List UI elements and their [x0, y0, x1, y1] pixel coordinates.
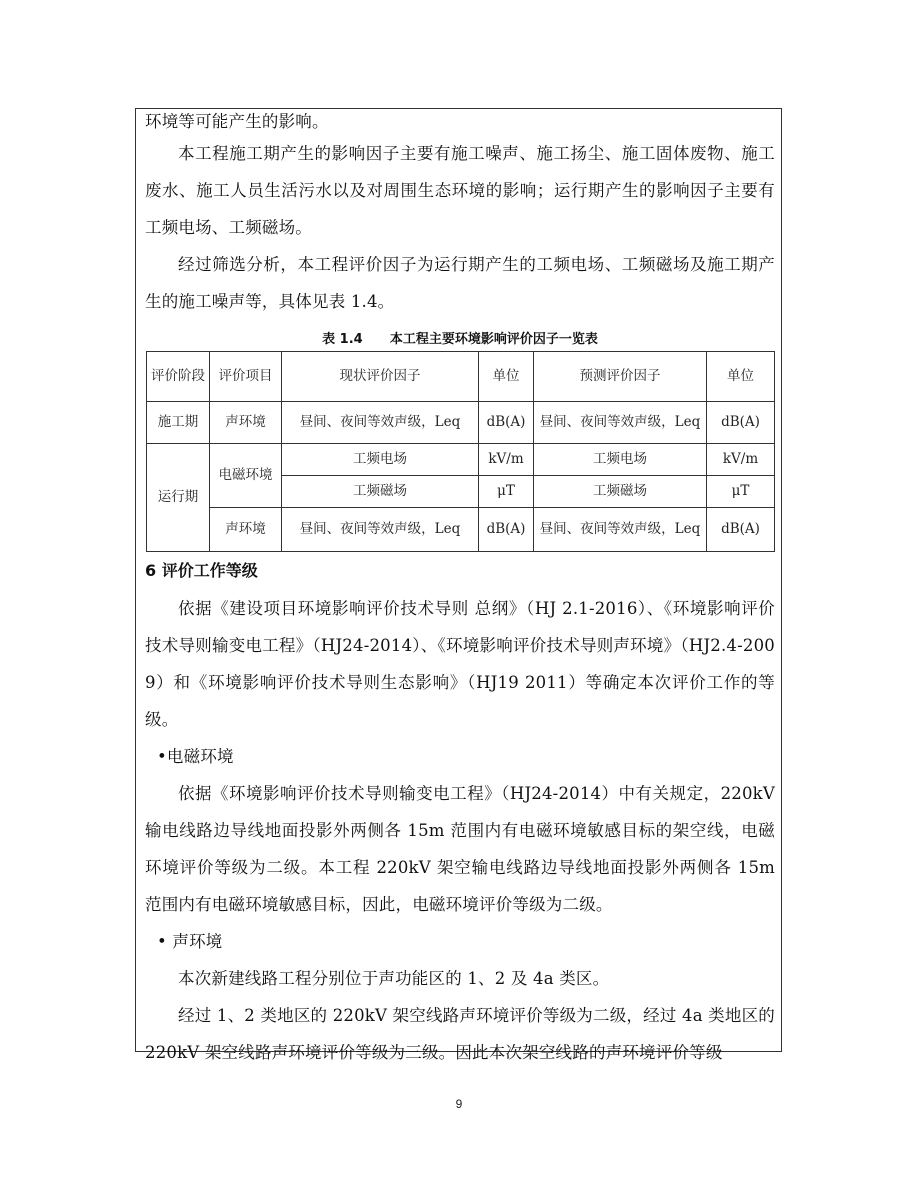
- stage-cell: 施工期: [147, 402, 210, 444]
- unit-cell: dB(A): [479, 508, 534, 552]
- content-body: [145, 109, 775, 1071]
- unit-cell: μT: [707, 476, 775, 508]
- header-unit: 单位: [479, 352, 534, 402]
- paragraph-screening: 经过筛选分析，本工程评价因子为运行期产生的工频电场、工频磁场及施工期产生的施工噪声等，具体见表 1.4。: [145, 255, 775, 311]
- unit-cell: kV/m: [707, 444, 775, 476]
- paragraph-basis: 依据《建设项目环境影响评价技术导则 总纲》（HJ 2.1-2016）、《环境影响评价技术导则输变电工程》（HJ24-2014）、《环境影响评价技术导则声环境》（HJ2.4-2009）和《环境影响评价技术导则生态影响》（HJ19 2011）等确定本次评价工作的等级。: [145, 599, 775, 729]
- current-factor-cell: 昼间、夜间等效声级，Leq: [282, 402, 479, 444]
- paragraph-noise-zones: 本次新建线路工程分别位于声功能区的 1、2 及 4a 类区。: [178, 969, 610, 988]
- header-stage: 评价阶段: [147, 352, 210, 402]
- page-number: 9: [455, 1097, 463, 1111]
- bullet-noise-environment: • 声环境: [157, 932, 223, 951]
- table-header-row: [147, 352, 775, 402]
- unit-cell: dB(A): [479, 402, 534, 444]
- table-caption: 表 1.4 本工程主要环境影响评价因子一览表: [322, 332, 598, 347]
- predicted-factor-cell: 昼间、夜间等效声级，Leq: [534, 508, 707, 552]
- table-row: [147, 508, 775, 552]
- bullet-em-environment: •电磁环境: [157, 747, 234, 766]
- paragraph-em: 依据《环境影响评价技术导则输变电工程》（HJ24-2014）中有关规定，220kV 输电线路边导线地面投影外两侧各 15m 范围内有电磁环境敏感目标的架空线，电磁环境评价等级为二级。本工程 220kV 架空输电线路边导线地面投影外两侧各 15m 范围内有电磁环境敏感目标，因此，电磁环境评价等级为二级。: [145, 784, 775, 914]
- header-predicted-factor: 预测评价因子: [534, 352, 707, 402]
- predicted-factor-cell: 工频电场: [534, 444, 707, 476]
- lead-paragraph: 环境等可能产生的影响。: [145, 112, 329, 131]
- paragraph-noise-levels: 经过 1、2 类地区的 220kV 架空线路声环境评价等级为二级，经过 4a 类地区的 220kV 架空线路声环境评价等级为三级。因此本次架空线路的声环境评价等级: [145, 1006, 775, 1062]
- content-frame: [135, 108, 782, 1062]
- current-factor-cell: 昼间、夜间等效声级，Leq: [282, 508, 479, 552]
- item-cell: 电磁环境: [210, 444, 282, 508]
- item-cell: 声环境: [210, 402, 282, 444]
- unit-cell: dB(A): [707, 508, 775, 552]
- header-item: 评价项目: [210, 352, 282, 402]
- factor-table: [146, 351, 775, 552]
- unit-cell: μT: [479, 476, 534, 508]
- unit-cell: kV/m: [479, 444, 534, 476]
- header-current-factor: 现状评价因子: [282, 352, 479, 402]
- table-row: [147, 444, 775, 476]
- current-factor-cell: 工频电场: [282, 444, 479, 476]
- stage-cell: 运行期: [147, 444, 210, 552]
- predicted-factor-cell: 昼间、夜间等效声级，Leq: [534, 402, 707, 444]
- item-cell: 声环境: [210, 508, 282, 552]
- unit-cell: dB(A): [707, 402, 775, 444]
- current-factor-cell: 工频磁场: [282, 476, 479, 508]
- header-unit: 单位: [707, 352, 775, 402]
- table-row: [147, 402, 775, 444]
- section-heading: 6 评价工作等级: [145, 561, 258, 580]
- predicted-factor-cell: 工频磁场: [534, 476, 707, 508]
- paragraph-factors: 本工程施工期产生的影响因子主要有施工噪声、施工扬尘、施工固体废物、施工废水、施工人员生活污水以及对周围生态环境的影响；运行期产生的影响因子主要有工频电场、工频磁场。: [145, 144, 775, 237]
